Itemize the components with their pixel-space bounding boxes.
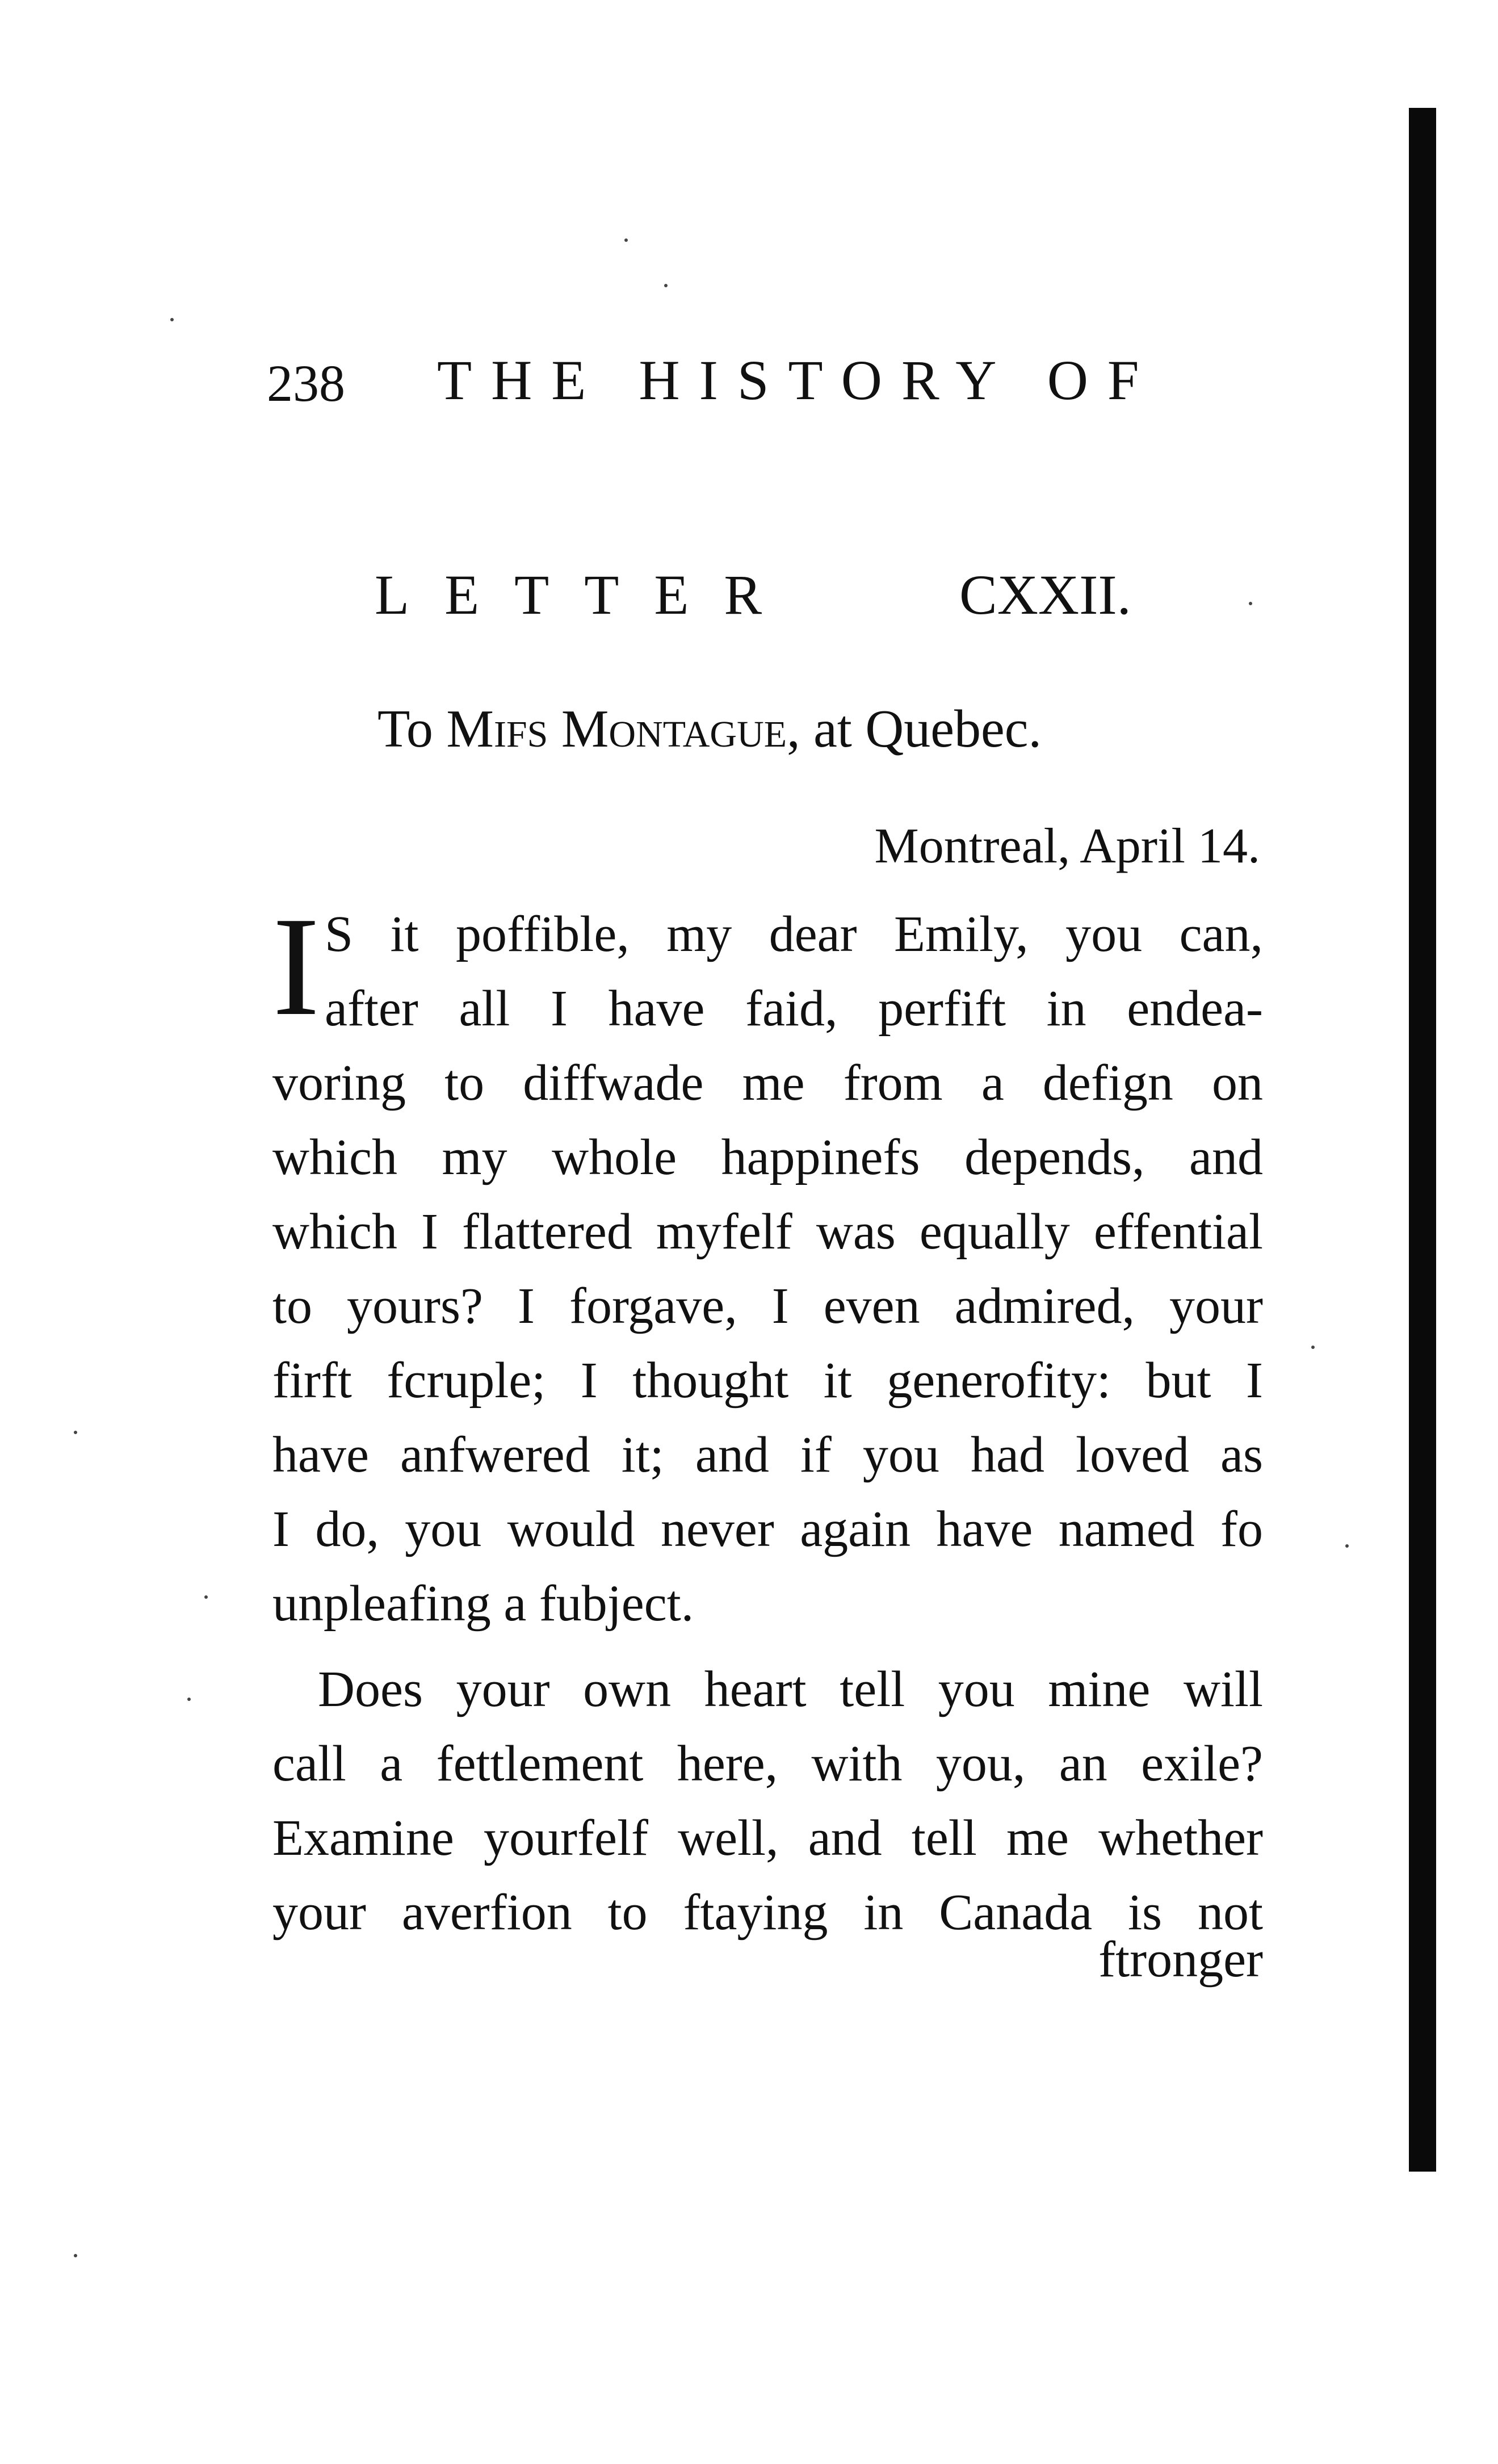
text-line: voring to diffwade me from a defign on: [272, 1055, 1263, 1111]
text-line: S it poffible, my dear Emily, you can,: [325, 906, 1263, 962]
letter-heading-word: LETTER: [375, 563, 798, 626]
page-edge-shadow: [1409, 108, 1436, 2172]
scan-speck: [1345, 1544, 1349, 1548]
text-line: have anfwered it; and if you had loved as: [272, 1427, 1263, 1483]
paragraph-2: [272, 1652, 1263, 1950]
scan-speck: [74, 2254, 77, 2257]
running-head: [267, 347, 1159, 416]
letter-address: [377, 698, 1263, 760]
address-prefix: To: [377, 699, 433, 759]
address-recipient: Mifs Montague,: [446, 699, 800, 759]
text-line: after all I have faid, perfift in endea-: [325, 980, 1263, 1037]
scan-speck: [664, 284, 668, 287]
letter-number: CXXII.: [959, 563, 1131, 626]
address-place: at Quebec.: [813, 699, 1042, 759]
paragraph-1: [272, 888, 1263, 1641]
text-line: which I flattered myfelf was equally effential: [272, 1204, 1263, 1260]
scan-speck: [74, 1431, 77, 1434]
scan-speck: [204, 1595, 208, 1599]
text-line: firft fcruple; I thought it generofity: but I: [272, 1352, 1263, 1409]
scan-speck: [1311, 1346, 1315, 1349]
text-line: unpleafing a fubject.: [272, 1575, 694, 1632]
text-line: I do, you would never again have named fo: [272, 1501, 1263, 1557]
running-title: THE HISTORY OF: [437, 349, 1159, 412]
catchword: ftronger: [1098, 1931, 1263, 1988]
scan-speck: [170, 318, 174, 321]
text-line: call a fettlement here, with you, an exile?: [272, 1736, 1263, 1792]
text-line: Examine yourfelf well, and tell me whether: [272, 1810, 1263, 1866]
text-line: your averfion to ftaying in Canada is not: [272, 1884, 1263, 1941]
scan-speck: [187, 1698, 191, 1701]
text-line: which my whole happinefs depends, and: [272, 1129, 1263, 1185]
scan-speck: [1249, 602, 1252, 605]
text-line: to yours? I forgave, I even admired, your: [272, 1278, 1263, 1334]
scan-speck: [624, 238, 628, 242]
drop-cap: I: [272, 888, 320, 1045]
letter-heading: [375, 562, 1169, 630]
page-number: 238: [267, 354, 345, 412]
text-line: Does your own heart tell you mine will: [318, 1661, 1263, 1717]
dateline: Montreal, April 14.: [874, 819, 1260, 874]
